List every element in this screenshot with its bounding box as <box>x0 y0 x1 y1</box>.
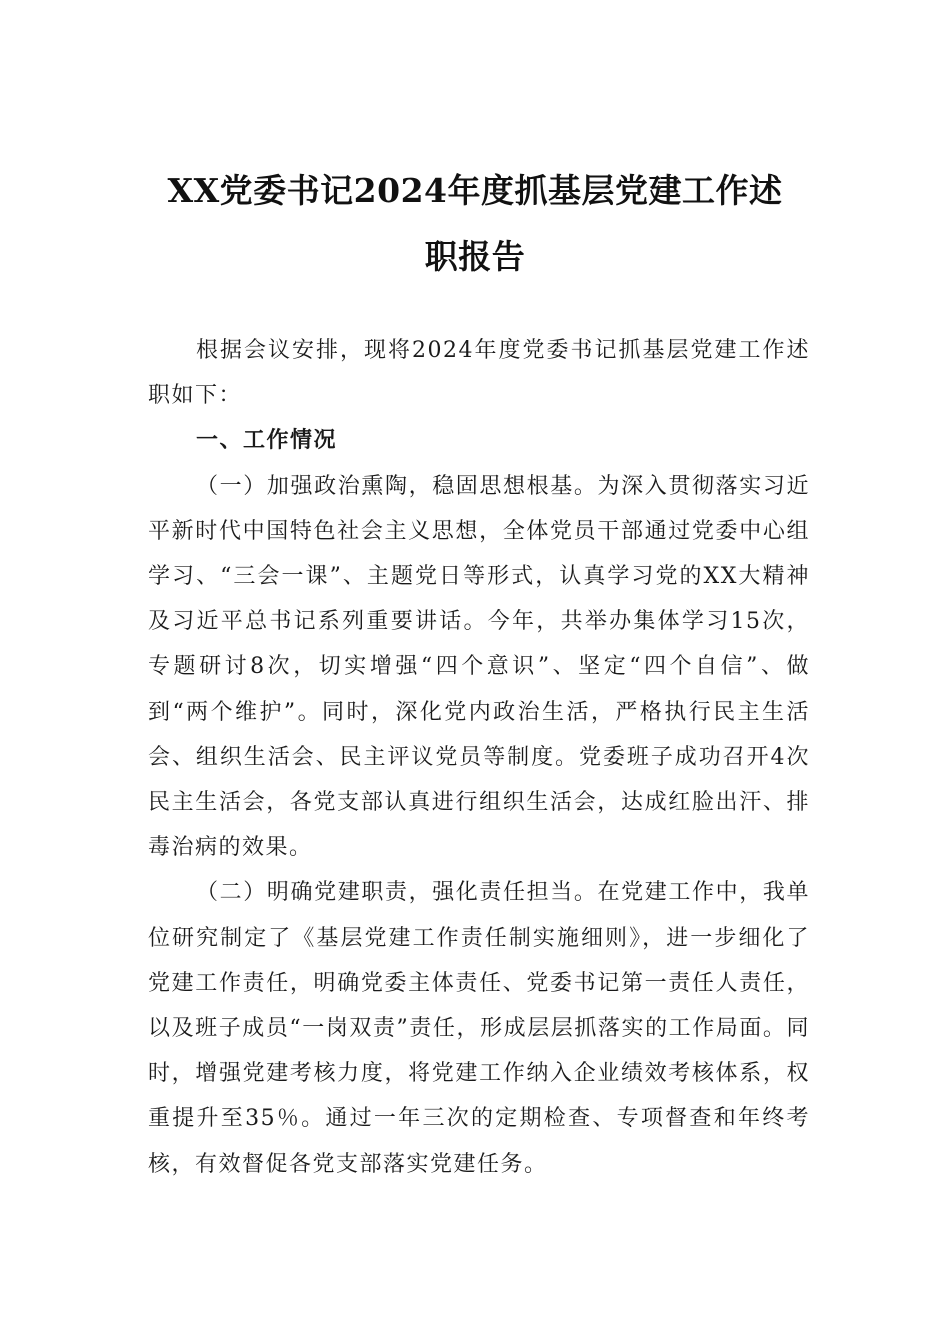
document-body <box>148 328 810 1187</box>
title-line-1: XX党委书记2024年度抓基层党建工作述 <box>167 171 783 210</box>
title-line-2: 职报告 <box>424 237 526 276</box>
paragraph-party-responsibility <box>148 870 810 1186</box>
intro-paragraph: 根据会议安排，现将2024年度党委书记抓基层党建工作述职如下： <box>148 338 810 409</box>
paragraph-body: 为深入贯彻落实习近平新时代中国特色社会主义思想，全体党员干部通过党委中心组学习、“三会一课”、主题党日等形式，认真学习党的XX大精神及习近平总书记系列重要讲话。今年，共举办集体学习15次，专题研讨8次，切实增强“四个意识”、坚定“四个自信”、做到“两个维护”。同时，深化党内政治生活，严格执行民主生活会、组织生活会、民主评议党员等制度。党委班子成功召开4次民主生活会，各党支部认真进行组织生活会，达成红脸出汗、排毒治病的效果。 <box>148 473 810 861</box>
paragraph-body: 在党建工作中，我单位研究制定了《基层党建工作责任制实施细则》，进一步细化了党建工作责任，明确党委主体责任、党委书记第一责任人责任，以及班子成员“一岗双责”责任，形成层层抓落实的工作局面。同时，增强党建考核力度，将党建工作纳入企业绩效考核体系，权重提升至35％。通过一年三次的定期检查、专项督查和年终考核，有效督促各党支部落实党建任务。 <box>148 880 810 1177</box>
paragraph-political-education <box>148 464 810 871</box>
section-heading-work-status: 一、工作情况 <box>196 428 338 454</box>
document-title <box>140 158 810 290</box>
paragraph-lead: （一）加强政治熏陶，稳固思想根基。 <box>196 473 598 499</box>
paragraph-lead: （二）明确党建职责，强化责任担当。 <box>196 880 598 906</box>
